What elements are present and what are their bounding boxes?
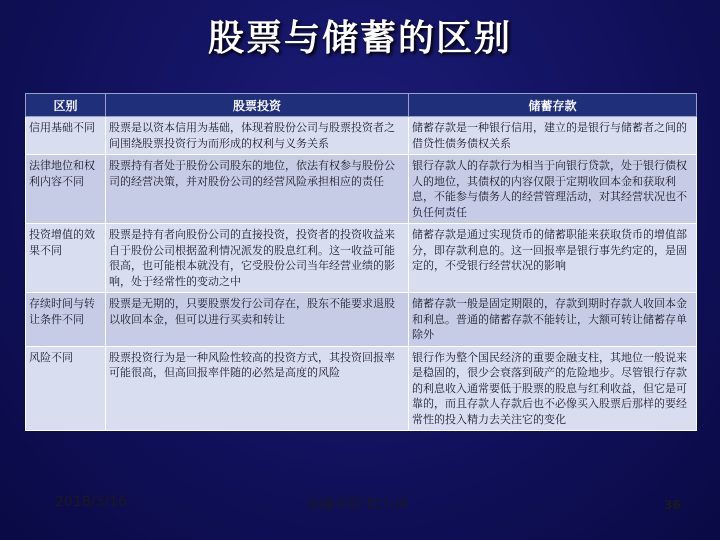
row-stock: 股票是以资本信用为基础，体现着股份公司与股票投资者之间围绕股票投资行为而形成的权利与义务关系 [106,117,409,155]
table-row [26,346,697,431]
row-aspect: 风险不同 [26,346,106,431]
row-aspect: 法律地位和权利内容不同 [26,155,106,224]
row-savings: 储蓄存款一般是固定期限的，存款到期时存款人收回本金和利息。普通的储蓄存款不能转让，大额可转让储蓄存单除外 [409,293,697,347]
row-aspect: 投资增值的效果不同 [26,224,106,293]
row-savings: 银行存款人的存款行为相当于向银行贷款，处于银行债权人的地位，其债权的内容仅限于定期收回本金和获取利息，不能参与债务人的经营管理活动，对其经营状况也不负任何责任 [409,155,697,224]
row-savings: 储蓄存款是一种银行信用，建立的是银行与储蓄者之间的借贷性债务债权关系 [409,117,697,155]
table-row [26,155,697,224]
header-savings: 储蓄存款 [409,94,697,117]
table-row [26,293,697,347]
table-row [26,117,697,155]
footer-date: 2018/3/16 [55,494,127,510]
row-savings: 银行作为整个国民经济的重要金融支柱，其地位一般说来是稳固的，很少会衰落到破产的危险地步。尽管银行存款的利息收入通常要低于股票的股息与红利收益，但它是可靠的，而且存款人存款后也不必像买入股票后那样的要经常性的投入精力去关注它的变化 [409,346,697,431]
row-stock: 股票投资行为是一种风险性较高的投资方式，其投资回报率可能很高，但高回报率伴随的必然是高度的风险 [106,346,409,431]
row-stock: 股票是持有者向股份公司的直接投资，投资者的投资收益来自于股份公司根据盈利情况派发的股息红利。这一收益可能很高，也可能根本就没有，它受股份公司当年经营业绩的影响，处于经常性的变动之中 [106,224,409,293]
page-number: 36 [664,498,681,512]
row-stock: 股票是无期的，只要股票发行公司存在，股东不能要求退股以收回本金，但可以进行买卖和转让 [106,293,409,347]
table-header-row [26,94,697,117]
row-aspect: 信用基础不同 [26,117,106,155]
row-stock: 股票持有者处于股份公司股东的地位，依法有权参与股份公司的经营决策，并对股份公司的经营风险承担相应的责任 [106,155,409,224]
footer-source: 金融学院·程大涛 [306,497,409,513]
slide-title: 股票与储蓄的区别 [207,18,512,59]
row-aspect: 存续时间与转让条件不同 [26,293,106,347]
row-savings: 储蓄存款是通过实现货币的储蓄职能来获取货币的增值部分，即存款利息的。这一回报率是银行事先约定的，是固定的，不受银行经营状况的影响 [409,224,697,293]
table-row [26,224,697,293]
header-aspect: 区别 [26,94,106,117]
comparison-table [25,93,697,431]
header-stock: 股票投资 [106,94,409,117]
